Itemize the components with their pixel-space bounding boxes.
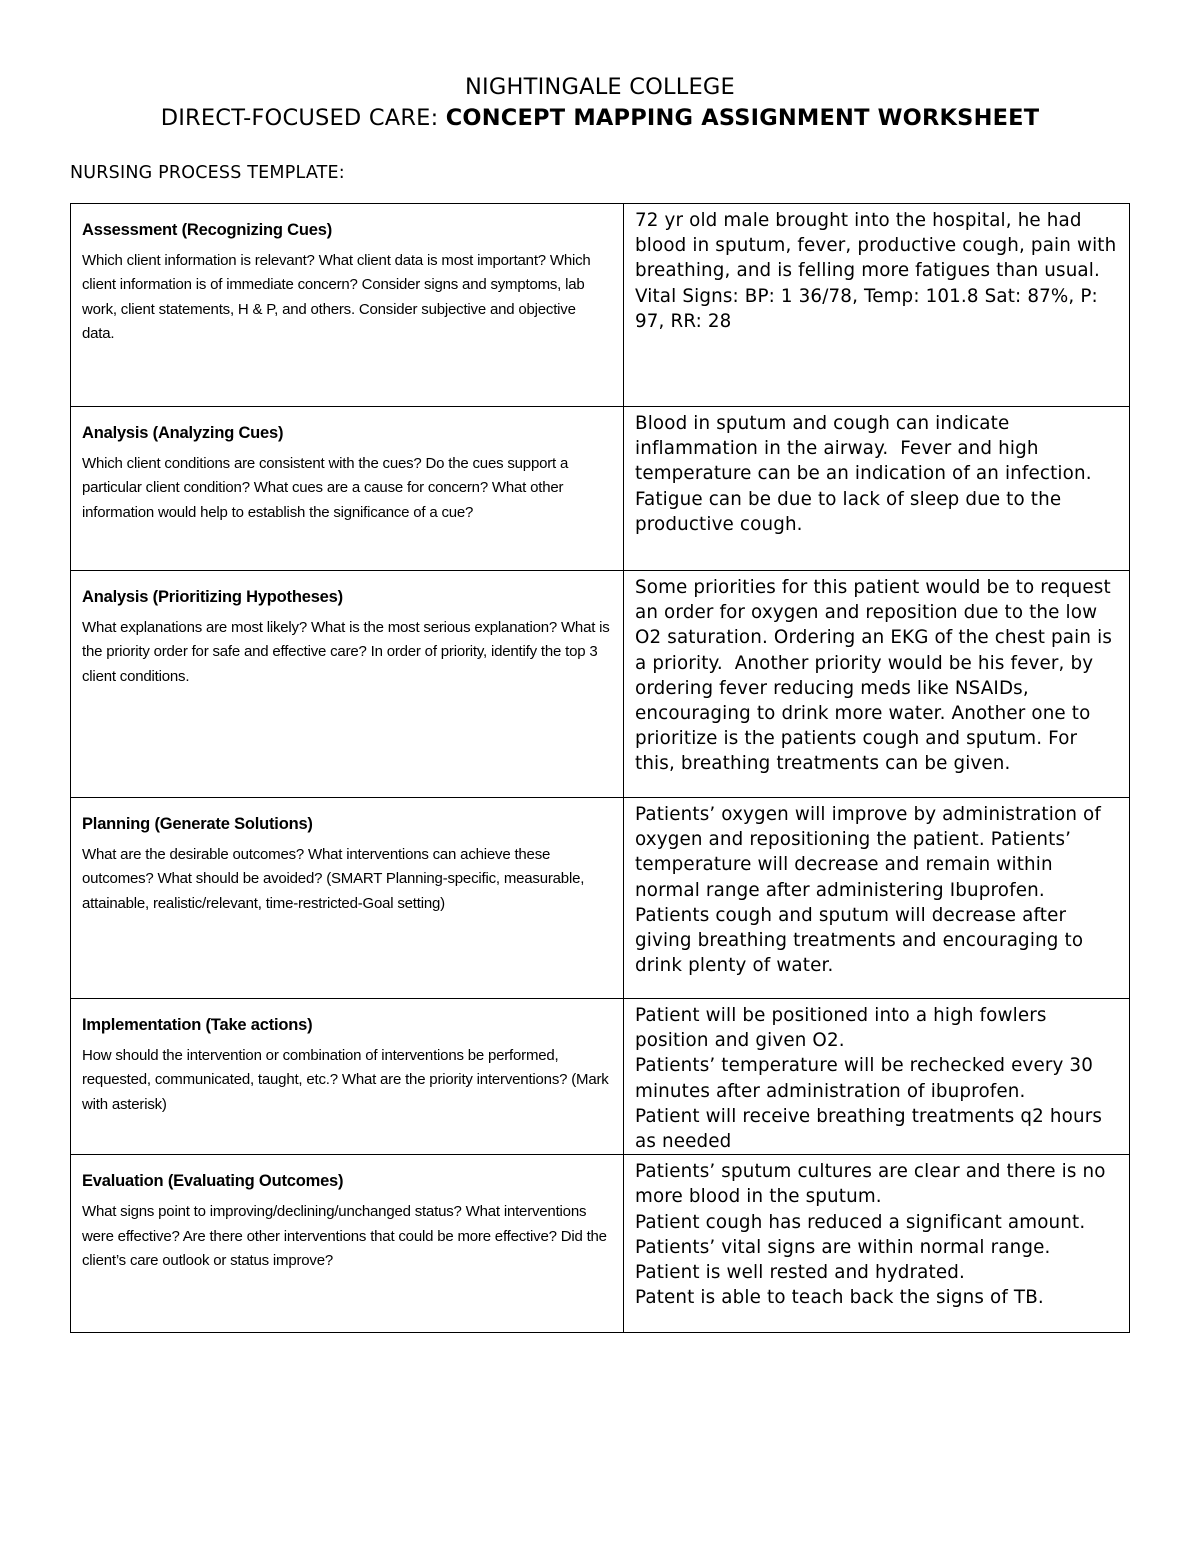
answer-line: Patients’ oxygen will improve by administration of oxygen and repositioning the patient. Patients’ temperature will decrease and remain within normal range after administering Ibuprofen. Patients cough and sputum will decrease after giving breathing treatments and encouraging to drink plenty of water. — [635, 804, 1107, 977]
row-question: What signs point to improving/declining/unchanged status? What interventions were effective? Are there other interventions that could be more effective? Did the client’s care outlook or status improve? — [82, 1203, 607, 1269]
answer-line: Blood in sputum and cough can indicate inflammation in the airway. Fever and high temperature can be an indication of an infection. Fatigue can be due to lack of sleep due to the productive cough. — [635, 413, 1104, 535]
answer-cell — [624, 1155, 1130, 1333]
answer-line: 72 yr old male brought into the hospital, he had blood in sputum, fever, productive cough, pain with breathing, and is felling more fatigues than usual. — [635, 210, 1123, 282]
answer-cell — [624, 204, 1130, 407]
prompt-cell — [71, 571, 624, 798]
table-row — [71, 999, 1130, 1155]
row-heading: Assessment (Recognizing Cues) — [82, 221, 333, 239]
answer-line: Some priorities for this patient would be to request an order for oxygen and reposition due to the low O2 saturation. Ordering an EKG of the chest pain is a priority. Another priority would be his fever, by ordering fever reducing meds like NSAIDs, encouraging to drink more water. Another one to prioritize is the patients cough and sputum. For this, breathing treatments can be given. — [635, 577, 1118, 775]
row-question: Which client conditions are consistent with the cues? Do the cues support a particular client condition? What cues are a cause for concern? What other information would help to establish the significance of a cue? — [82, 455, 569, 521]
prompt-cell — [71, 204, 624, 407]
worksheet-title — [0, 103, 1200, 134]
answer-line: Patient is well rested and hydrated. — [635, 1262, 965, 1284]
answer-line: Patient cough has reduced a significant amount. — [635, 1211, 1086, 1233]
row-heading: Planning (Generate Solutions) — [82, 815, 313, 833]
prompt-cell — [71, 407, 624, 571]
answer-cell — [624, 798, 1130, 999]
prompt-cell — [71, 999, 624, 1155]
template-label: NURSING PROCESS TEMPLATE: — [70, 163, 345, 183]
row-question: What explanations are most likely? What is the most serious explanation? What is the priority order for safe and effective care? In order of priority, identify the top 3 client conditions. — [82, 619, 610, 685]
row-question: What are the desirable outcomes? What interventions can achieve these outcomes? What should be avoided? (SMART Planning-specific, measurable, attainable, realistic/relevant, time-restricted-Goal setting) — [82, 846, 585, 912]
nursing-process-table — [70, 203, 1130, 1333]
table-row — [71, 798, 1130, 999]
row-heading: Evaluation (Evaluating Outcomes) — [82, 1172, 344, 1191]
answer-line: Patients’ vital signs are within normal range. — [635, 1236, 1051, 1258]
table-row — [71, 407, 1130, 571]
answer-line: Patient will be positioned into a high fowlers position and given O2. — [635, 1005, 1053, 1052]
college-name: NIGHTINGALE COLLEGE — [465, 74, 735, 100]
answer-line: Patent is able to teach back the signs of TB. — [635, 1287, 1044, 1309]
prompt-cell — [71, 1155, 624, 1333]
answer-cell — [624, 571, 1130, 798]
answer-line: Patient will receive breathing treatments q2 hours as needed — [635, 1105, 1109, 1153]
answer-line: Vital Signs: BP: 1 36/78, Temp: 101.8 Sat: 87%, P: 97, RR: 28 — [635, 285, 1104, 332]
answer-line: Patients’ temperature will be rechecked every 30 minutes after administration of ibuprofen. — [635, 1055, 1099, 1102]
table-row — [71, 571, 1130, 798]
document-title — [0, 72, 1200, 134]
answer-cell — [624, 999, 1130, 1155]
table-row — [71, 1155, 1130, 1333]
prompt-cell — [71, 798, 624, 999]
row-heading: Analysis (Prioritizing Hypotheses) — [82, 588, 343, 606]
worksheet-title-prefix: DIRECT-FOCUSED CARE: — [160, 105, 446, 131]
answer-line: Patients’ sputum cultures are clear and there is no more blood in the sputum. — [635, 1161, 1112, 1208]
worksheet-title-bold: CONCEPT MAPPING ASSIGNMENT WORKSHEET — [445, 105, 1040, 131]
row-heading: Analysis (Analyzing Cues) — [82, 424, 284, 442]
row-heading: Implementation (Take actions) — [82, 1016, 313, 1034]
answer-cell — [624, 407, 1130, 571]
table-row — [71, 204, 1130, 407]
row-question: How should the intervention or combination of interventions be performed, requested, communicated, taught, etc.? What are the priority interventions? (Mark with asterisk) — [82, 1047, 609, 1113]
row-question: Which client information is relevant? What client data is most important? Which client information is of immediate concern? Consider signs and symptoms, lab work, client statements, H & P, and others. Consider subjective and objective data. — [82, 252, 591, 342]
